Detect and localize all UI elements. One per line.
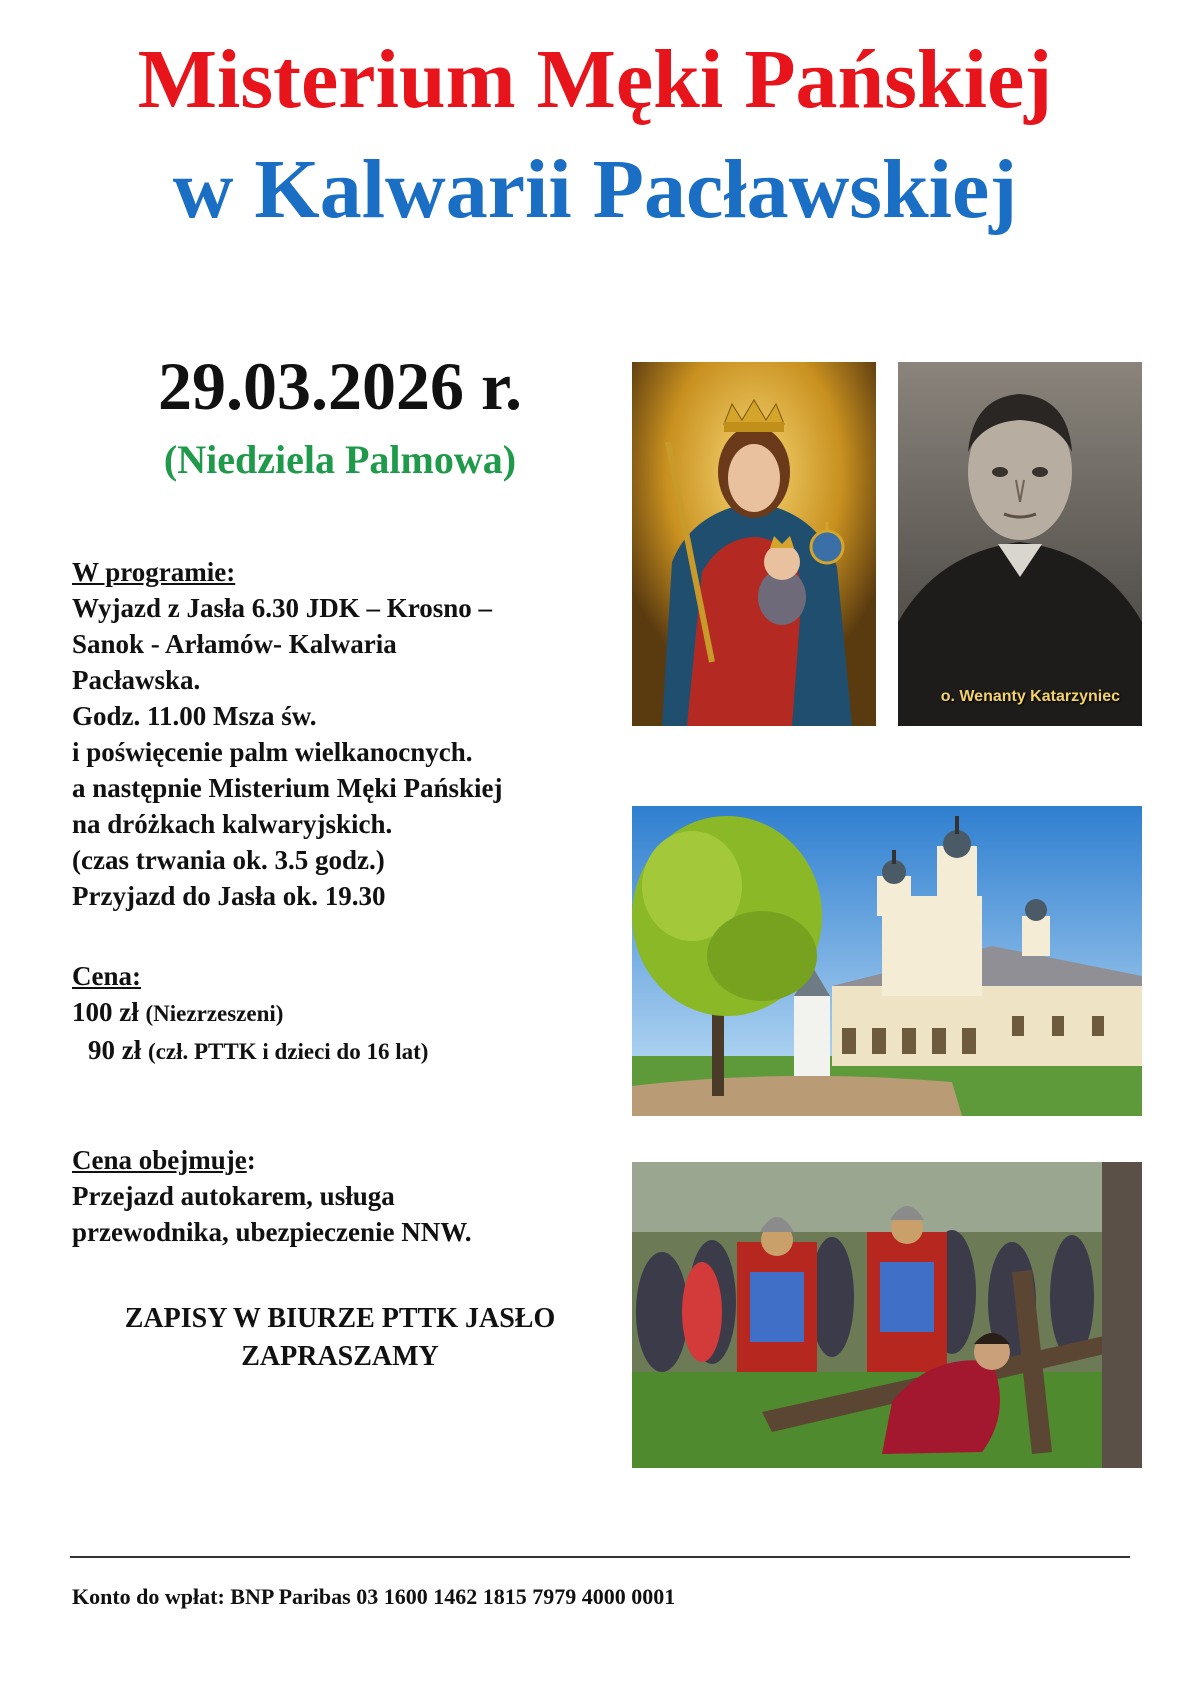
price-section bbox=[72, 958, 632, 1070]
includes-heading: Cena obejmuje bbox=[72, 1145, 247, 1175]
includes-line: Przejazd autokarem, usługa bbox=[72, 1181, 395, 1211]
passion-play-photo bbox=[632, 1162, 1142, 1468]
signup-line-2: ZAPRASZAMY bbox=[241, 1341, 439, 1372]
program-line: i poświęcenie palm wielkanocnych. bbox=[72, 737, 473, 767]
madonna-icon-image bbox=[632, 362, 876, 726]
program-line: Godz. 11.00 Msza św. bbox=[72, 701, 317, 731]
price-amount: 90 zł bbox=[88, 1035, 142, 1065]
price-amount: 100 zł bbox=[72, 997, 139, 1027]
program-line: a następnie Misterium Męki Pańskiej bbox=[72, 773, 503, 803]
priest-caption: o. Wenanty Katarzyniec bbox=[940, 688, 1120, 705]
includes-line: przewodnika, ubezpieczenie NNW. bbox=[72, 1217, 472, 1247]
title-line-2: w Kalwarii Pacławskiej bbox=[172, 143, 1018, 236]
program-heading: W programie: bbox=[72, 557, 236, 587]
price-note: (czł. PTTK i dzieci do 16 lat) bbox=[148, 1039, 429, 1064]
program-line: Sanok - Arłamów- Kalwaria bbox=[72, 629, 397, 659]
signup-notice bbox=[70, 1300, 610, 1376]
priest-portrait-image bbox=[898, 362, 1142, 726]
program-line: Wyjazd z Jasła 6.30 JDK – Krosno – bbox=[72, 593, 493, 623]
event-day-name: (Niedziela Palmowa) bbox=[163, 437, 517, 482]
includes-section bbox=[72, 1142, 632, 1250]
program-section bbox=[72, 554, 632, 914]
program-line: (czas trwania ok. 3.5 godz.) bbox=[72, 845, 385, 875]
footer-divider bbox=[70, 1556, 1130, 1558]
program-line: Przyjazd do Jasła ok. 19.30 bbox=[72, 881, 386, 911]
price-note: (Niezrzeszeni) bbox=[145, 1001, 284, 1026]
bank-account-info: Konto do wpłat: BNP Paribas 03 1600 1462 1815 7979 4000 0001 bbox=[72, 1584, 676, 1609]
includes-heading-row bbox=[72, 1142, 632, 1178]
title-line-1: Misterium Męki Pańskiej bbox=[137, 33, 1053, 126]
sanctuary-photo bbox=[632, 806, 1142, 1116]
signup-line-1: ZAPISY W BIURZE PTTK JASŁO bbox=[124, 1303, 556, 1334]
price-row-reduced bbox=[72, 1032, 632, 1070]
includes-colon: : bbox=[246, 1145, 256, 1175]
program-line: Pacławska. bbox=[72, 665, 201, 695]
event-date: 29.03.2026 r. bbox=[158, 348, 522, 424]
price-heading: Cena: bbox=[72, 961, 141, 991]
price-row-standard bbox=[72, 994, 632, 1032]
program-line: na dróżkach kalwaryjskich. bbox=[72, 809, 393, 839]
